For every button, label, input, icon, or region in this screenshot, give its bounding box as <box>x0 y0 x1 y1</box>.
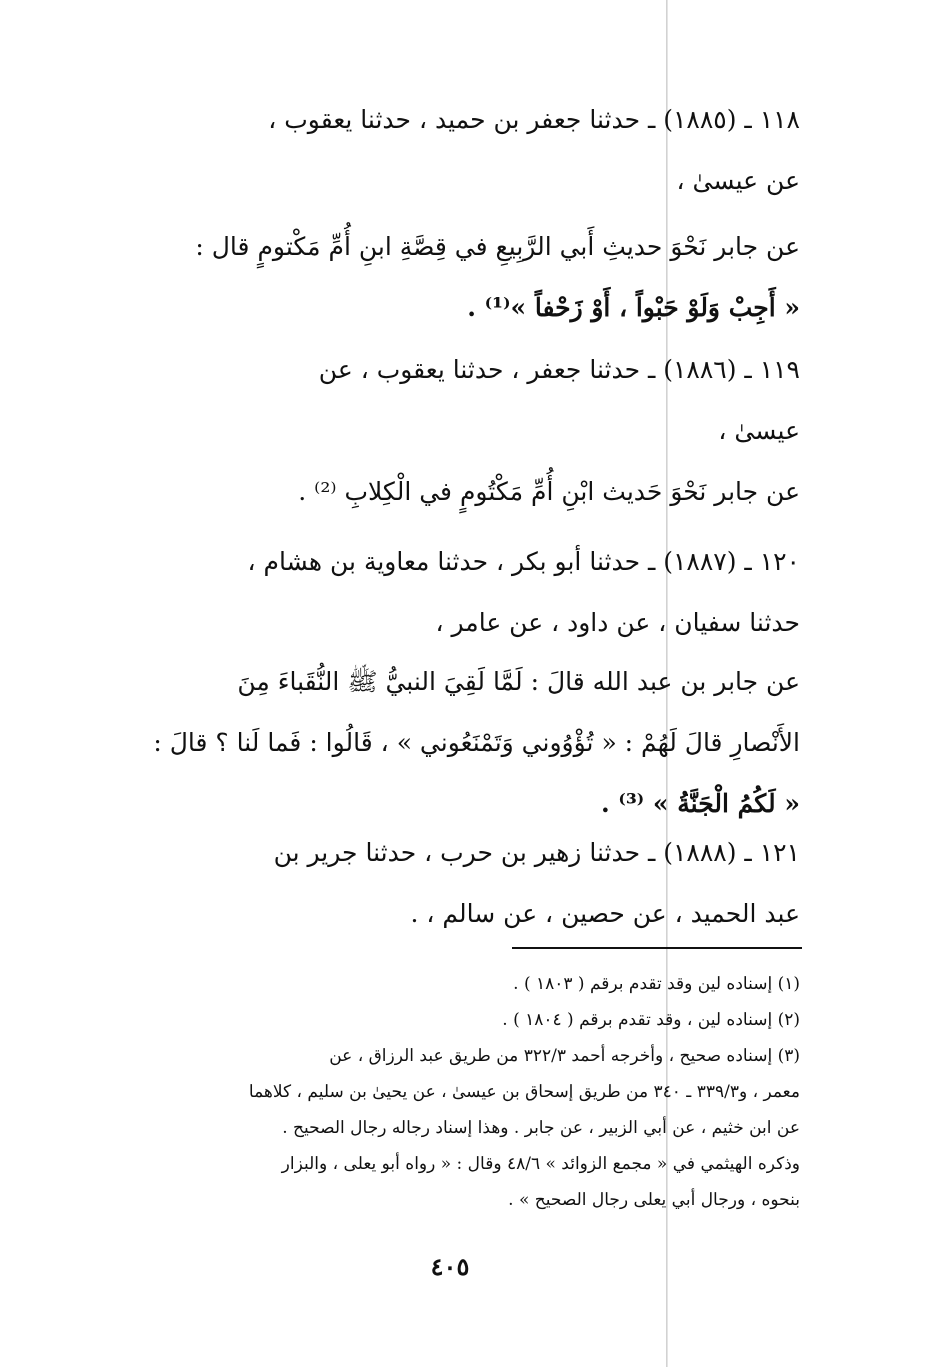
footnote-line: عن ابن خثيم ، عن أبي الزبير ، عن جابر . وهذا إسناد رجاله رجال الصحيح . <box>282 1118 800 1138</box>
footnote-line: معمر ، و٣٣٩/٣ ـ ٣٤٠ من طريق إسحاق بن عيسىٰ ، عن يحيىٰ بن سليم ، كلاهما <box>248 1082 800 1102</box>
text-line: ١٢٠ ـ (١٨٨٧) ـ حدثنا أبو بكر ، حدثنا معاوية بن هشام ، <box>247 547 800 576</box>
hadith-119-header <box>110 339 800 461</box>
text-line: ١١٩ ـ (١٨٨٦) ـ حدثنا جعفر ، حدثنا يعقوب ، عن <box>318 355 800 384</box>
text-line: الأَنْصارِ قالَ لَهُمْ : « تُؤْوُوني وَتَمْنَعُوني » ، قَالُوا : فَما لَنا ؟ قالَ : <box>153 728 800 757</box>
footnote-line: بنحوه ، ورجال أبي يعلى رجال الصحيح » . <box>508 1190 800 1210</box>
footnote-line: (٢) إسناده لين ، وقد تقدم برقم ( ١٨٠٤ ) . <box>502 1010 800 1030</box>
text-line: « أَجِبْ وَلَوْ حَبْواً ، أَوْ زَحْفاً »⁽¹⁾ . <box>467 293 800 322</box>
hadith-118-header <box>110 89 800 211</box>
footnotes <box>110 966 800 1218</box>
text-line: عن جابر بن عبد الله قالَ : لَمَّا لَقِيَ النبيُّ ﷺ النُّقَباءَ مِنَ <box>237 667 800 696</box>
text-line: ١١٨ ـ (١٨٨٥) ـ حدثنا جعفر بن حميد ، حدثنا يعقوب ، <box>268 105 800 134</box>
text-line: عن جابر نَحْوَ حديثِ أَبي الرَّبِيعِ في قِصَّةِ ابنِ أُمِّ مَكْتومٍ قال : <box>195 232 800 261</box>
hadith-119-text <box>110 461 800 522</box>
hadith-120-text <box>110 651 800 834</box>
text-line: عيسىٰ ، <box>718 416 800 445</box>
text-line: ١٢١ ـ (١٨٨٨) ـ حدثنا زهير بن حرب ، حدثنا جرير بن <box>273 838 800 867</box>
footnote-separator <box>512 947 802 949</box>
text-line: عن عيسىٰ ، <box>676 166 800 195</box>
footnote-line: (٣) إسناده صحيح ، وأخرجه أحمد ٣٢٢/٣ من طريق عبد الرزاق ، عن <box>329 1046 800 1066</box>
hadith-118-text <box>110 216 800 338</box>
footnote-line: وذكره الهيثمي في « مجمع الزوائد » ٤٨/٦ وقال : « رواه أبو يعلى ، والبزار <box>281 1154 800 1174</box>
footnote-line: (١) إسناده لين وقد تقدم برقم ( ١٨٠٣ ) . <box>513 974 800 994</box>
text-line: عن جابر نَحْوَ حَديث ابْنِ أُمِّ مَكْتُومٍ في الْكِلابِ ⁽²⁾ . <box>298 477 800 506</box>
hadith-121-header <box>110 822 800 944</box>
text-line: حدثنا سفيان ، عن داود ، عن عامر ، <box>435 608 800 637</box>
text-line: « لَكُمُ الْجَنَّةُ » ⁽³⁾ . <box>600 789 800 818</box>
text-line: عبد الحميد ، عن حصين ، عن سالم ، . <box>410 899 800 928</box>
hadith-120-header <box>110 531 800 653</box>
page-number: ٤٠٥ <box>430 1252 470 1281</box>
